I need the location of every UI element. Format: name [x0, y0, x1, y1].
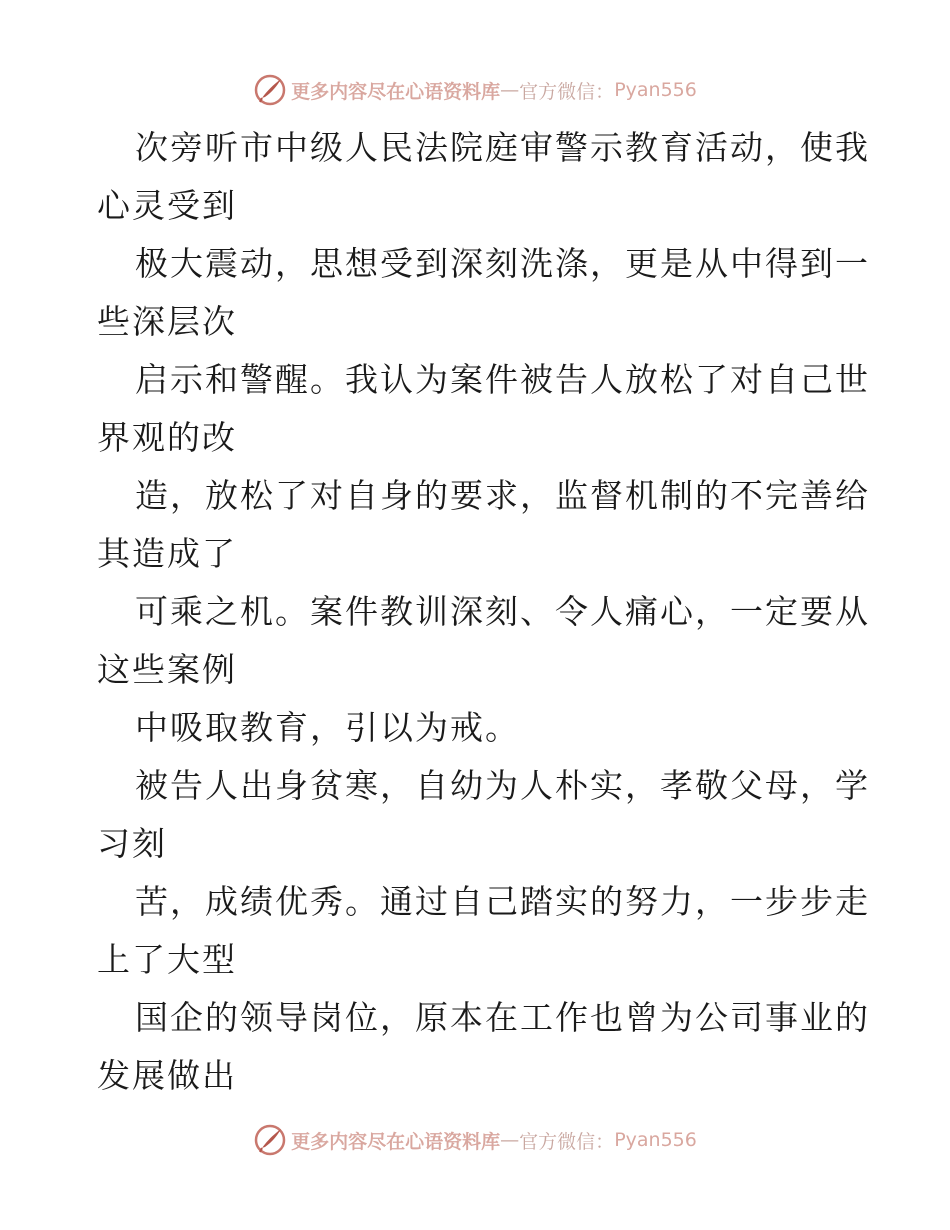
watermark-dash: — — [500, 1129, 520, 1151]
text-line: 苦，成绩优秀。通过自己踏实的努力，一步步走 — [135, 882, 870, 921]
watermark-label: 官方微信： — [519, 1130, 615, 1153]
watermark-id: Pyan556 — [614, 79, 697, 101]
watermark-title: 更多内容尽在心语资料库 — [291, 80, 501, 103]
text-line: 启示和警醒。我认为案件被告人放松了对自己世 — [135, 360, 870, 399]
text-line: 极大震动，思想受到深刻洗涤，更是从中得到一 — [135, 244, 870, 283]
watermark-title: 更多内容尽在心语资料库 — [291, 1130, 501, 1153]
text-line: 中吸取教育，引以为戒。 — [135, 708, 520, 747]
quill-pen-logo-icon — [253, 73, 287, 107]
footer-watermark — [0, 1120, 950, 1160]
watermark-dash: — — [500, 79, 520, 101]
text-line: 界观的改 — [97, 418, 237, 457]
watermark-id: Pyan556 — [614, 1129, 697, 1151]
text-line: 上了大型 — [97, 940, 237, 979]
text-line: 造，放松了对自身的要求，监督机制的不完善给 — [135, 476, 870, 515]
text-line: 次旁听市中级人民法院庭审警示教育活动，使我 — [135, 128, 870, 167]
document-body — [97, 119, 870, 1105]
text-line: 些深层次 — [97, 302, 237, 341]
text-line: 习刻 — [97, 824, 167, 863]
text-line: 其造成了 — [97, 534, 237, 573]
watermark-label: 官方微信： — [519, 80, 615, 103]
text-line: 这些案例 — [97, 650, 237, 689]
header-watermark — [0, 70, 950, 110]
text-line: 可乘之机。案件教训深刻、令人痛心，一定要从 — [135, 592, 870, 631]
text-line: 发展做出 — [97, 1056, 237, 1095]
text-line: 国企的领导岗位，原本在工作也曾为公司事业的 — [135, 998, 870, 1037]
text-line: 心灵受到 — [97, 186, 237, 225]
quill-pen-logo-icon — [253, 1123, 287, 1157]
text-line: 被告人出身贫寒，自幼为人朴实，孝敬父母，学 — [135, 766, 870, 805]
